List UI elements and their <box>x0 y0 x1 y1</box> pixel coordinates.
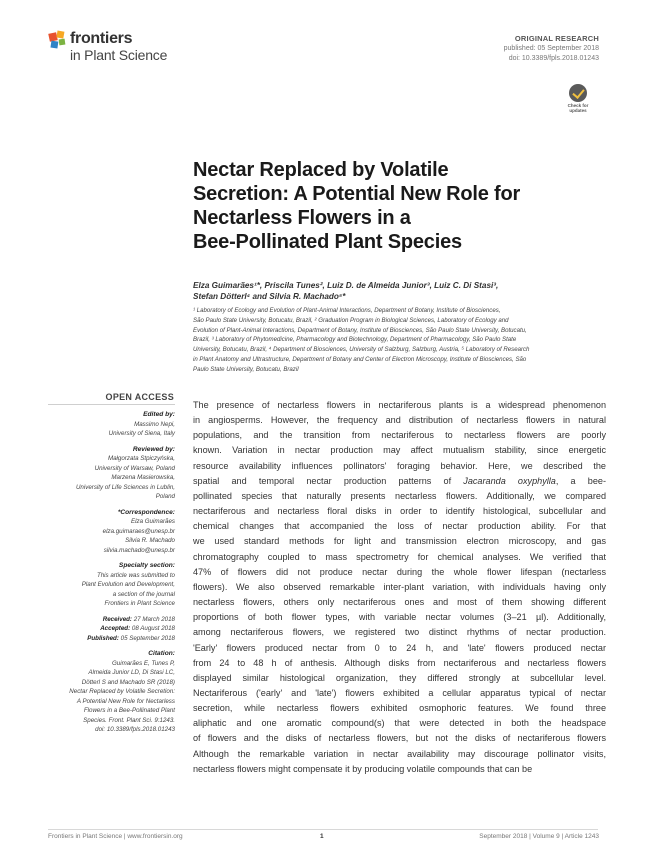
abstract-line: pollinated species that naturally presents nectarless flowers. Additionally, we compared <box>193 490 606 501</box>
abstract-line: spatial and temporal nectar production patterns of Jacaranda oxyphylla, a bee- <box>193 475 606 486</box>
affiliation-line: in Plant Anatomy and Ultrastructure, Department of Botany and Center of Electron Microscopy, Institute of Biosciences, São <box>193 355 527 363</box>
abstract-line: flowers). We also observed remarkable inter-plant variation, with individuals having only <box>193 581 606 592</box>
abstract-line: populations, and the transition from nectariferous to nectarless flowers are poorly <box>193 430 606 441</box>
published-date-sidebar: 05 September 2018 <box>120 634 175 642</box>
abstract-line: aliphatic and one aromatic compound(s) that were detected in both the headspace <box>193 718 606 729</box>
abstract-line: nectarless flowers, others only nectariferous ones and most of them showing different <box>193 597 606 608</box>
frontiers-logo-icon <box>48 30 70 52</box>
edited-by-label: Edited by: <box>143 411 175 418</box>
abstract-line: secretion, while nectarless flowers exhibited osmophoric features. We found three <box>193 703 606 714</box>
abstract-line: The presence of nectarless flowers in nectariferous plants is a widespread phenomenon <box>193 400 606 410</box>
journal-logo[interactable] <box>48 28 198 68</box>
received-date-row <box>30 615 175 625</box>
reviewer-line: Marzena Masierowska, <box>111 474 175 481</box>
title-line: Secretion: A Potential New Role for <box>193 183 521 205</box>
correspondent-name: Silvia R. Machado <box>125 537 175 544</box>
abstract-line: displayed similar histological organization, they differed strongly at subcellular level. <box>193 672 606 683</box>
specialty-line: Frontiers in Plant Science <box>104 600 175 607</box>
affiliations <box>193 306 605 375</box>
citation-line: Guimarães E, Tunes P, <box>111 659 175 667</box>
abstract-line: 'Early' flowers produced nectar from 0 to 24 h, and 'late' flowers produced nectar <box>193 642 606 653</box>
citation-line: Dötterl S and Machado SR (2018) <box>81 678 175 686</box>
abstract-line: 47% of flowers did not produce nectar during the whole flower lifespan (nectarless <box>193 566 606 577</box>
abstract <box>193 398 606 777</box>
logo-brand-text: frontiers <box>70 30 133 47</box>
citation-line: A Potential New Role for Nectarless <box>76 697 175 705</box>
abstract-line: chemical changes that accompanied the loss of nectar production ability. For that <box>193 521 606 532</box>
abstract-line: nectariferous and nectarless floral disks in order to identify histological, subcellular and <box>193 506 606 517</box>
affiliation-line: Brazil, ³ Laboratory of Phytomedicine, Pharmacology and Biotechnology, Department of Pharmacology, São Paulo State <box>193 336 517 344</box>
specialty-line: This article was submitted to <box>96 571 175 579</box>
footer-issue-info: September 2018 | Volume 9 | Article 1243 <box>479 833 599 840</box>
abstract-line: Nectariferous ('early' and 'late') flowers exhibited a cellular apparatus typical of nectar <box>193 687 606 698</box>
citation-line: Nectar Replaced by Volatile Secretion: <box>69 688 175 695</box>
abstract-line: resource availability influences pollinators' foraging behavior. Here, we described the <box>193 460 606 471</box>
abstract-line: among nectariferous flowers, we registered two distinct rhythms of nectar production. <box>193 627 606 638</box>
open-access-divider <box>48 404 175 405</box>
doi-link[interactable]: doi: 10.3389/fpls.2018.01243 <box>508 55 599 62</box>
citation-label: Citation: <box>148 650 175 657</box>
editor-affiliation: University of Siena, Italy <box>108 430 175 437</box>
check-for-updates-badge[interactable] <box>563 84 593 116</box>
abstract-line: of flowers and the disks of nectarless flowers, but not the disks of nectariferous flowers <box>193 733 606 744</box>
correspondence-label: *Correspondence: <box>117 508 175 516</box>
title-line: Nectarless Flowers in a <box>193 207 411 229</box>
abstract-line: chromatography coupled to mass spectrometry for chemical analyses. We verified that <box>193 551 606 562</box>
citation-line: Flowers in a Bee-Pollinated Plant <box>83 707 175 714</box>
affiliation-line: Paulo State University, Botucatu, Brazil <box>193 365 299 373</box>
affiliation-line: University, Botucatu, Brazil, ⁴ Department of Biosciences, University of Salzburg, Salzburg, Austria, ⁵ Laboratory of Research <box>193 346 530 354</box>
abstract-line: we used standard methods for light and transmission electron microscopy, and gas <box>193 536 606 547</box>
open-access-label: OPEN ACCESS <box>105 392 174 402</box>
affiliation-line: São Paulo State University, Botucatu, Brazil, ² Graduation Program in Biological Sciences, Laboratory of Ecology and <box>193 316 509 324</box>
published-date: published: 05 September 2018 <box>503 45 599 52</box>
specialty-line: Plant Evolution and Development, <box>81 581 175 588</box>
published-date-row <box>30 634 175 644</box>
abstract-line: proportions of both flower types, with variable nectar volumes (3–21 µl). Additionally, <box>193 612 606 623</box>
article-sidebar <box>30 410 175 735</box>
title-line: Nectar Replaced by Volatile <box>193 159 449 181</box>
published-label: Published: <box>87 634 119 642</box>
footer-journal-link[interactable]: Frontiers in Plant Science | www.frontiersin.org <box>48 833 183 840</box>
reviewer-line: University of Warsaw, Poland <box>94 464 175 472</box>
check-updates-icon <box>569 84 587 102</box>
article-meta-header <box>504 34 599 64</box>
abstract-line: in angiosperms. However, the frequency and distribution of nectarless flowers in natural <box>193 415 606 426</box>
page-number: 1 <box>320 833 324 840</box>
logo-journal-text: in Plant Science <box>70 47 168 63</box>
species-name: Jacaranda oxyphylla <box>463 475 556 486</box>
editor-name: Massimo Nepi, <box>134 420 175 428</box>
accepted-date: 08 August 2018 <box>131 625 175 632</box>
reviewed-by-label: Reviewed by: <box>132 445 175 453</box>
correspondent-email[interactable]: elza.guimaraes@unesp.br <box>102 527 175 535</box>
reviewer-line: Poland <box>155 493 175 500</box>
citation-line: Almeida Junior LD, Di Stasi LC, <box>88 669 175 676</box>
article-title <box>193 158 613 254</box>
check-updates-label: Check for updates <box>567 103 589 113</box>
correspondent-email[interactable]: silvia.machado@unesp.br <box>103 546 175 554</box>
citation-line: Species. Front. Plant Sci. 9:1243. <box>83 716 175 724</box>
specialty-line: a section of the journal <box>112 590 175 598</box>
reviewer-line: Małgorzata Stpiczyńska, <box>107 455 175 462</box>
citation-doi[interactable]: doi: 10.3389/fpls.2018.01243 <box>95 726 175 733</box>
author-list <box>193 280 613 302</box>
affiliation-line: Evolution of Plant-Animal Interactions, Department of Botany, Institute of Biosciences, São Paulo State University, Botucatu, <box>193 326 527 334</box>
specialty-label: Specialty section: <box>118 562 175 569</box>
reviewer-line: University of Life Sciences in Lublin, <box>75 483 175 491</box>
received-date: 27 March 2018 <box>133 615 175 623</box>
title-line: Bee-Pollinated Plant Species <box>193 231 462 253</box>
abstract-line: from 24 to 48 h of anthesis. Although disks from nectariferous and nectarless flowers <box>193 657 606 668</box>
abstract-line: known. Variation in nectar production may affect mutualism stability, since energetic <box>193 445 606 456</box>
accepted-label: Accepted: <box>100 625 131 632</box>
received-label: Received: <box>102 615 132 623</box>
affiliation-line: ¹ Laboratory of Ecology and Evolution of Plant-Animal Interactions, Department of Botany, Institute of Biosciences, <box>193 307 501 314</box>
accepted-date-row <box>30 624 175 634</box>
abstract-line: nectarless flowers might compensate it by producing volatile compounds that can be <box>193 763 533 774</box>
abstract-line: Although the remarkable variation in nectar availability may discourage pollinator visits, <box>193 748 606 759</box>
correspondent-name: Elza Guimarães <box>130 518 175 525</box>
footer-divider <box>48 829 598 830</box>
article-type: ORIGINAL RESEARCH <box>514 34 599 43</box>
author-line[interactable]: Stefan Dötterl⁴ and Silvia R. Machado⁵* <box>193 292 346 301</box>
author-line[interactable]: Elza Guimarães¹*, Priscila Tunes², Luiz D. de Almeida Junior³, Luiz C. Di Stasi³, <box>193 281 499 290</box>
